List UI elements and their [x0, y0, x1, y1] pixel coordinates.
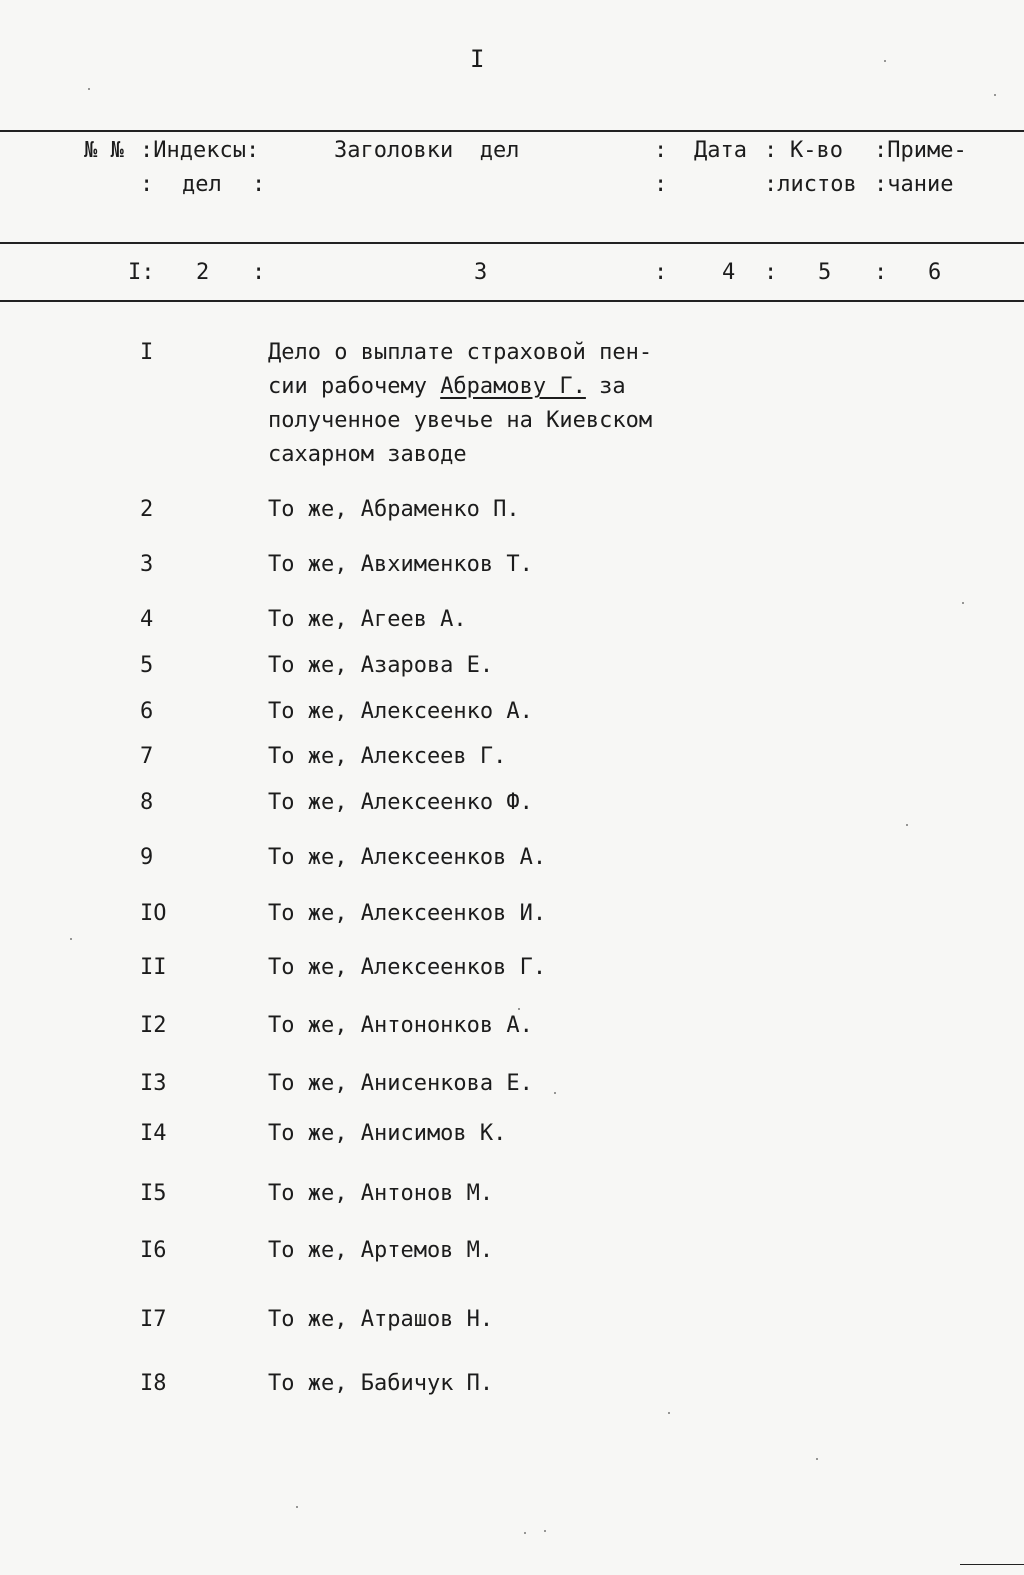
header-sep-a: : — [140, 172, 154, 197]
entry-title: То же, Абраменко П. — [268, 497, 520, 522]
header-middle-rule — [0, 242, 1024, 244]
entry-title-fragment: за — [585, 374, 626, 399]
colnum-3: 3 — [474, 260, 488, 285]
colnum-sep-1: : — [252, 260, 266, 285]
header-col-notes-2: :чание — [874, 172, 954, 197]
entry-number: 8 — [140, 790, 154, 815]
scan-speck — [668, 1412, 670, 1414]
entry-number: I6 — [140, 1238, 167, 1263]
entry-number: 7 — [140, 744, 154, 769]
entry-title: То же, Авхименков Т. — [268, 552, 533, 577]
scan-speck — [70, 938, 72, 940]
scan-speck — [518, 1008, 520, 1010]
entry-title: То же, Антонов М. — [268, 1181, 494, 1206]
entry-number: IO — [140, 901, 167, 926]
entry-number: I5 — [140, 1181, 167, 1206]
header-col-date: Дата — [694, 138, 747, 163]
entry-number: II — [140, 955, 167, 980]
header-sep-b: : — [252, 172, 266, 197]
entry-title: То же, Атрашов Н. — [268, 1307, 494, 1332]
entry-number: I3 — [140, 1071, 167, 1096]
entry-title: То же, Бабичук П. — [268, 1371, 494, 1396]
entry-title: То же, Анисимов К. — [268, 1121, 507, 1146]
entry-title-surname-underlined: Абрамову Г. — [440, 374, 586, 399]
scan-speck — [906, 824, 908, 826]
entry-number: 2 — [140, 497, 154, 522]
colnum-4: 4 — [722, 260, 736, 285]
page-number: I — [470, 45, 485, 73]
entry-number: I7 — [140, 1307, 167, 1332]
header-col-notes: :Приме- — [874, 138, 967, 163]
entry-number: I — [140, 340, 154, 365]
entry-title-line: полученное увечье на Киевском — [268, 408, 653, 433]
entry-number: 4 — [140, 607, 154, 632]
header-col-sheets: К-во — [790, 138, 843, 163]
colnum-6: 6 — [928, 260, 942, 285]
entry-number: 9 — [140, 845, 154, 870]
entry-title: То же, Анисенкова Е. — [268, 1071, 533, 1096]
entry-number: I2 — [140, 1013, 167, 1038]
entry-title-fragment: сии рабочему — [268, 374, 441, 399]
entry-title: То же, Алексеенков Г. — [268, 955, 547, 980]
entry-title: То же, Алексеенков И. — [268, 901, 547, 926]
scan-speck — [88, 88, 90, 90]
entry-title: То же, Агеев А. — [268, 607, 467, 632]
entry-number: I4 — [140, 1121, 167, 1146]
header-sep-2: : — [764, 138, 778, 163]
header-col-index-2: дел — [182, 172, 222, 197]
header-sep-c: : — [654, 172, 668, 197]
scan-speck — [994, 94, 996, 96]
colnum-sep-2: : — [654, 260, 668, 285]
colnum-sep-4: : — [874, 260, 888, 285]
header-bottom-rule — [0, 300, 1024, 302]
entry-title: То же, Алексеенков А. — [268, 845, 547, 870]
entry-number: 3 — [140, 552, 154, 577]
scan-speck — [884, 60, 886, 62]
colnum-5: 5 — [818, 260, 832, 285]
entry-title-line: Дело о выплате страховой пен- — [268, 340, 653, 365]
colnum-1: I: — [128, 260, 155, 285]
entry-number: 5 — [140, 653, 154, 678]
scan-speck — [524, 1532, 526, 1534]
colnum-sep-3: : — [764, 260, 778, 285]
scan-speck — [544, 1530, 546, 1532]
header-top-rule — [0, 130, 1024, 132]
header-col-index: :Индексы: — [140, 138, 260, 163]
scan-edge-mark — [960, 1564, 1024, 1565]
header-col-num: № № — [84, 138, 124, 163]
scan-speck — [962, 602, 964, 604]
entry-title-line — [268, 370, 626, 404]
entry-title: То же, Алексеенко Ф. — [268, 790, 533, 815]
header-col-title: Заголовки дел — [334, 138, 520, 163]
header-col-sheets-2: :листов — [764, 172, 857, 197]
entry-title-line: сахарном заводе — [268, 442, 467, 467]
entry-title: То же, Алексеенко А. — [268, 699, 533, 724]
entry-title: То же, Антононков А. — [268, 1013, 533, 1038]
scan-speck — [554, 1092, 556, 1094]
colnum-2: 2 — [196, 260, 210, 285]
entry-number: I8 — [140, 1371, 167, 1396]
header-sep-1: : — [654, 138, 668, 163]
entry-title: То же, Азарова Е. — [268, 653, 494, 678]
entry-title: То же, Алексеев Г. — [268, 744, 507, 769]
entry-title: То же, Артемов М. — [268, 1238, 494, 1263]
scan-speck — [816, 1458, 818, 1460]
scan-speck — [296, 1506, 298, 1508]
entry-number: 6 — [140, 699, 154, 724]
